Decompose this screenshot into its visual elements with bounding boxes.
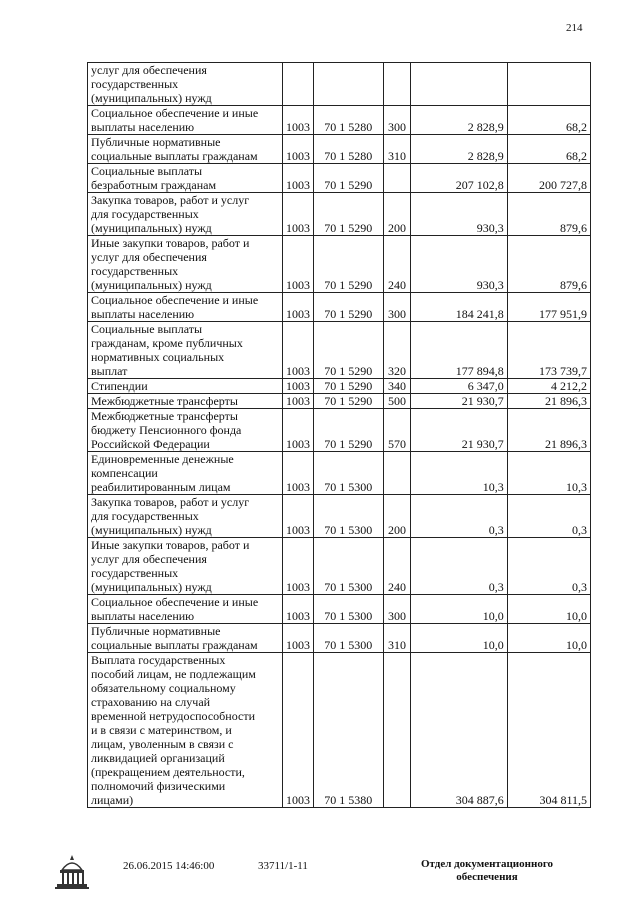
cell-expense-type: 570 [383, 409, 411, 452]
cell-target-article: 70 1 5300 [313, 595, 383, 624]
table-row [88, 538, 591, 595]
cell-executed-amount: 68,2 [507, 106, 590, 135]
cell-target-article: 70 1 5300 [313, 495, 383, 538]
cell-executed-amount: 173 739,7 [507, 322, 590, 379]
cell-section-code: 1003 [283, 322, 314, 379]
cell-expense-type [383, 653, 411, 808]
cell-section-code: 1003 [283, 135, 314, 164]
cell-name: Публичные нормативные социальные выплаты гражданам [88, 624, 283, 653]
cell-section-code: 1003 [283, 653, 314, 808]
cell-name: Социальное обеспечение и иные выплаты населению [88, 106, 283, 135]
cell-executed-amount: 21 896,3 [507, 409, 590, 452]
page-number: 214 [566, 22, 583, 34]
cell-expense-type [383, 164, 411, 193]
cell-approved-amount: 10,0 [411, 595, 507, 624]
cell-target-article: 70 1 5300 [313, 452, 383, 495]
cell-name: Социальное обеспечение и иные выплаты населению [88, 293, 283, 322]
table-row [88, 164, 591, 193]
table-row [88, 135, 591, 164]
cell-expense-type: 300 [383, 293, 411, 322]
cell-expense-type: 310 [383, 135, 411, 164]
cell-name: Иные закупки товаров, работ и услуг для обеспечения государственных (муниципальных) нужд [88, 236, 283, 293]
budget-table [87, 62, 591, 808]
cell-executed-amount: 10,0 [507, 624, 590, 653]
table-row [88, 236, 591, 293]
table-row [88, 106, 591, 135]
cell-executed-amount: 200 727,8 [507, 164, 590, 193]
table-row [88, 293, 591, 322]
cell-section-code: 1003 [283, 106, 314, 135]
cell-approved-amount: 0,3 [411, 538, 507, 595]
cell-section-code: 1003 [283, 624, 314, 653]
cell-name: Закупка товаров, работ и услуг для государственных (муниципальных) нужд [88, 193, 283, 236]
cell-target-article: 70 1 5380 [313, 653, 383, 808]
cell-expense-type [383, 452, 411, 495]
cell-approved-amount: 21 930,7 [411, 409, 507, 452]
cell-approved-amount: 0,3 [411, 495, 507, 538]
cell-expense-type: 240 [383, 236, 411, 293]
cell-name: Социальные выплаты безработным гражданам [88, 164, 283, 193]
cell-target-article [313, 63, 383, 106]
cell-section-code: 1003 [283, 236, 314, 293]
cell-target-article: 70 1 5290 [313, 394, 383, 409]
cell-name: Выплата государственных пособий лицам, не подлежащим обязательному социальному страхованию на случай временной нетрудоспособности и в связи с материнством, и лицам, уволенным в связи с ликвидацией организаций (прекращением деятельности, полномочий физическими лицами) [88, 653, 283, 808]
cell-expense-type: 240 [383, 538, 411, 595]
cell-target-article: 70 1 5280 [313, 135, 383, 164]
cell-name: Закупка товаров, работ и услуг для государственных (муниципальных) нужд [88, 495, 283, 538]
cell-target-article: 70 1 5300 [313, 538, 383, 595]
cell-name: Межбюджетные трансферты бюджету Пенсионного фонда Российской Федерации [88, 409, 283, 452]
cell-target-article: 70 1 5300 [313, 624, 383, 653]
table-row [88, 394, 591, 409]
cell-target-article: 70 1 5290 [313, 164, 383, 193]
cell-approved-amount: 2 828,9 [411, 135, 507, 164]
cell-target-article: 70 1 5290 [313, 322, 383, 379]
cell-approved-amount: 177 894,8 [411, 322, 507, 379]
cell-section-code: 1003 [283, 495, 314, 538]
cell-name: Иные закупки товаров, работ и услуг для обеспечения государственных (муниципальных) нужд [88, 538, 283, 595]
cell-section-code: 1003 [283, 379, 314, 394]
cell-approved-amount: 2 828,9 [411, 106, 507, 135]
cell-section-code [283, 63, 314, 106]
cell-approved-amount: 304 887,6 [411, 653, 507, 808]
table-row [88, 624, 591, 653]
cell-target-article: 70 1 5290 [313, 293, 383, 322]
cell-expense-type: 200 [383, 495, 411, 538]
footer-department-stamp: Отдел документационного обеспечения [420, 858, 554, 883]
cell-section-code: 1003 [283, 293, 314, 322]
cell-executed-amount: 10,0 [507, 595, 590, 624]
cell-expense-type: 340 [383, 379, 411, 394]
table-row [88, 495, 591, 538]
cell-approved-amount: 10,0 [411, 624, 507, 653]
cell-section-code: 1003 [283, 538, 314, 595]
cell-executed-amount: 21 896,3 [507, 394, 590, 409]
table-row [88, 322, 591, 379]
cell-expense-type: 300 [383, 595, 411, 624]
cell-section-code: 1003 [283, 193, 314, 236]
cell-name: услуг для обеспечения государственных (муниципальных) нужд [88, 63, 283, 106]
cell-approved-amount: 6 347,0 [411, 379, 507, 394]
cell-approved-amount: 930,3 [411, 236, 507, 293]
table-row [88, 379, 591, 394]
cell-section-code: 1003 [283, 452, 314, 495]
cell-approved-amount: 930,3 [411, 193, 507, 236]
cell-section-code: 1003 [283, 409, 314, 452]
cell-target-article: 70 1 5290 [313, 193, 383, 236]
cell-section-code: 1003 [283, 595, 314, 624]
budget-table-body [88, 63, 591, 808]
cell-executed-amount: 879,6 [507, 193, 590, 236]
cell-expense-type: 300 [383, 106, 411, 135]
cell-target-article: 70 1 5280 [313, 106, 383, 135]
table-row [88, 409, 591, 452]
cell-executed-amount: 304 811,5 [507, 653, 590, 808]
table-row [88, 193, 591, 236]
cell-executed-amount: 10,3 [507, 452, 590, 495]
cell-approved-amount: 21 930,7 [411, 394, 507, 409]
cell-executed-amount: 0,3 [507, 495, 590, 538]
cell-name: Межбюджетные трансферты [88, 394, 283, 409]
cell-expense-type: 320 [383, 322, 411, 379]
cell-executed-amount: 68,2 [507, 135, 590, 164]
cell-expense-type: 500 [383, 394, 411, 409]
table-row [88, 595, 591, 624]
cell-name: Социальное обеспечение и иные выплаты населению [88, 595, 283, 624]
cell-name: Публичные нормативные социальные выплаты гражданам [88, 135, 283, 164]
table-row [88, 452, 591, 495]
footer-document-code: 33711/1-11 [258, 860, 308, 872]
cell-name: Социальные выплаты гражданам, кроме публичных нормативных социальных выплат [88, 322, 283, 379]
table-row [88, 63, 591, 106]
cell-executed-amount: 0,3 [507, 538, 590, 595]
cell-expense-type [383, 63, 411, 106]
cell-expense-type: 200 [383, 193, 411, 236]
cell-target-article: 70 1 5290 [313, 409, 383, 452]
cell-approved-amount [411, 63, 507, 106]
cell-name: Единовременные денежные компенсации реабилитированным лицам [88, 452, 283, 495]
cell-approved-amount: 184 241,8 [411, 293, 507, 322]
duma-emblem-icon [52, 852, 92, 892]
cell-section-code: 1003 [283, 394, 314, 409]
cell-executed-amount: 879,6 [507, 236, 590, 293]
cell-approved-amount: 10,3 [411, 452, 507, 495]
cell-executed-amount: 4 212,2 [507, 379, 590, 394]
cell-target-article: 70 1 5290 [313, 379, 383, 394]
cell-approved-amount: 207 102,8 [411, 164, 507, 193]
cell-name: Стипендии [88, 379, 283, 394]
footer-timestamp: 26.06.2015 14:46:00 [123, 860, 215, 872]
cell-target-article: 70 1 5290 [313, 236, 383, 293]
table-row [88, 653, 591, 808]
cell-executed-amount: 177 951,9 [507, 293, 590, 322]
cell-expense-type: 310 [383, 624, 411, 653]
cell-section-code: 1003 [283, 164, 314, 193]
cell-executed-amount [507, 63, 590, 106]
